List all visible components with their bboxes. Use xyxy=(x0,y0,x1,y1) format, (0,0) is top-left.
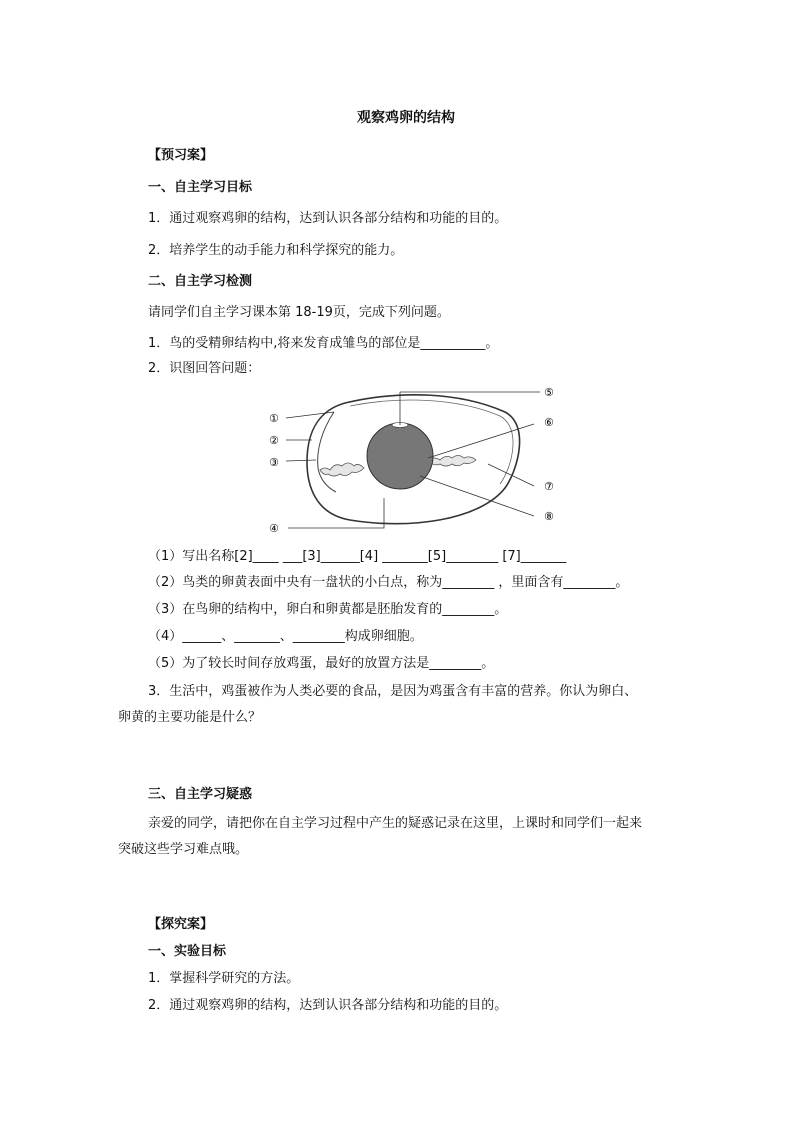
label-5: ⑤ xyxy=(544,386,554,399)
explore-section1-heading: 一、实验目标 xyxy=(148,944,227,959)
label-6: ⑥ xyxy=(544,416,554,429)
yolk xyxy=(367,423,433,489)
question-3-line-1: 3．生活中，鸡蛋被作为人类必要的食品，是因为鸡蛋含有丰富的营养。你认为卵白、 xyxy=(148,684,638,699)
chalaza-right xyxy=(428,456,476,467)
section3-heading: 三、自主学习疑惑 xyxy=(148,787,253,802)
explore-item-1: 1．掌握科学研究的方法。 xyxy=(148,971,300,986)
explore-header: 【探究案】 xyxy=(148,917,214,932)
subquestion-5: （5）为了较长时间存放鸡蛋，最好的放置方法是________。 xyxy=(148,656,495,671)
label-7: ⑦ xyxy=(544,480,554,493)
chalaza-left xyxy=(320,463,364,476)
label-8: ⑧ xyxy=(544,510,554,523)
preview-header: 【预习案】 xyxy=(148,148,214,163)
question-1: 1．鸟的受精卵结构中,将来发育成雏鸟的部位是__________。 xyxy=(148,336,499,351)
air-chamber xyxy=(318,412,336,492)
section3-line-1: 亲爱的同学，请把你在自主学习过程中产生的疑惑记录在这里，上课时和同学们一起来 xyxy=(148,816,643,831)
egg-structure-diagram xyxy=(250,380,570,540)
subquestion-3: （3）在鸟卵的结构中，卵白和卵黄都是胚胎发育的________。 xyxy=(148,602,508,617)
subquestion-4: （4）______、_______、________构成卵细胞。 xyxy=(148,629,423,644)
page-title: 观察鸡卵的结构 xyxy=(357,110,455,126)
subquestion-2: （2）鸟类的卵黄表面中央有一盘状的小白点，称为________ ，里面含有________。 xyxy=(148,575,629,590)
explore-item-2: 2．通过观察鸡卵的结构，达到认识各部分结构和功能的目的。 xyxy=(148,998,508,1013)
goal-item-2: 2．培养学生的动手能力和科学探究的能力。 xyxy=(148,243,404,258)
subquestion-1: （1）写出名称[2]____ ___[3]______[4] _______[5]________ [7]_______ xyxy=(148,549,567,564)
label-2: ② xyxy=(269,434,279,447)
section3-line-2: 突破这些学习难点哦。 xyxy=(118,842,249,857)
section2-intro: 请同学们自主学习课本第 18-19页，完成下列问题。 xyxy=(148,305,450,320)
label-1: ① xyxy=(269,412,279,425)
label-3: ③ xyxy=(269,456,279,469)
section2-heading: 二、自主学习检测 xyxy=(148,274,253,289)
question-3-line-2: 卵黄的主要功能是什么？ xyxy=(118,710,262,725)
goal-item-1: 1．通过观察鸡卵的结构，达到认识各部分结构和功能的目的。 xyxy=(148,211,508,226)
question-2: 2．识图回答问题： xyxy=(148,361,261,376)
label-4: ④ xyxy=(269,522,279,535)
section1-heading: 一、自主学习目标 xyxy=(148,180,253,195)
